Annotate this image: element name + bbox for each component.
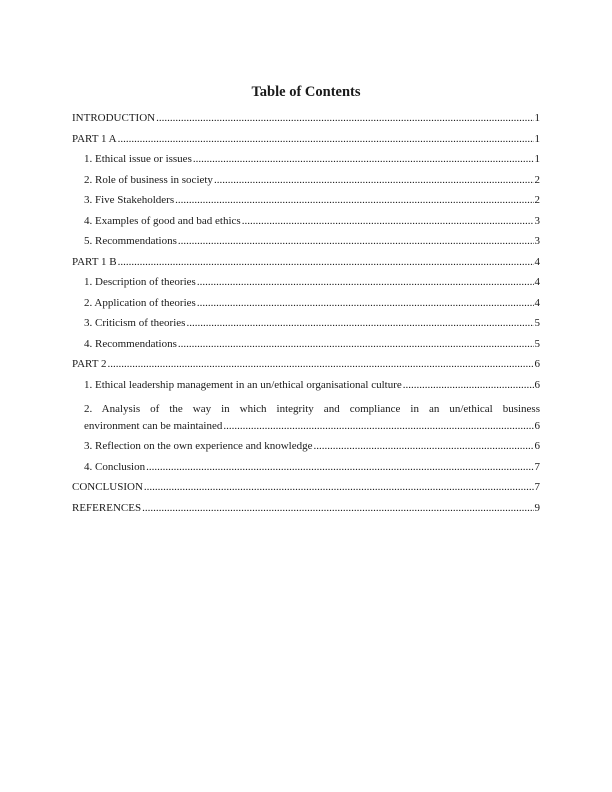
entry-label: PART 1 A [72, 132, 117, 145]
toc-title: Table of Contents [251, 84, 361, 100]
leader-dots [186, 317, 533, 329]
entry-label: PART 2 [72, 358, 107, 370]
toc-entry-part-2[interactable] [72, 358, 540, 379]
toc-entry-part-1a[interactable] [72, 133, 540, 154]
entry-label: 3. Five Stakeholders [84, 194, 175, 206]
page-number: 7 [534, 460, 540, 473]
entry-label: PART 1 B [72, 255, 117, 268]
leader-dots [178, 338, 534, 350]
page-number: 5 [534, 337, 540, 350]
page-number: 6 [534, 378, 540, 391]
toc-entry-description-theories[interactable] [72, 276, 540, 297]
page-number: 7 [534, 481, 540, 493]
toc-entry-introduction[interactable] [72, 112, 540, 133]
leader-dots [178, 235, 534, 247]
page-number: 4 [534, 296, 540, 309]
page-number: 2 [534, 173, 540, 186]
page-number: 2 [534, 194, 540, 206]
page-number: 4 [534, 276, 540, 288]
toc-entry-references[interactable] [72, 502, 540, 523]
leader-dots [118, 133, 534, 145]
page-number: 1 [534, 112, 540, 124]
leader-dots [108, 358, 534, 370]
page-number: 9 [534, 501, 540, 514]
leader-dots [118, 256, 534, 268]
leader-dots [142, 502, 533, 514]
leader-dots [214, 174, 534, 186]
entry-label: REFERENCES [72, 501, 142, 514]
page-number: 6 [534, 419, 540, 432]
toc-entry-five-stakeholders[interactable] [72, 194, 540, 215]
toc-entry-criticism-theories[interactable] [72, 317, 540, 338]
entry-label: 1. Description of theories [84, 276, 196, 288]
entry-label: CONCLUSION [72, 481, 143, 493]
page-number: 4 [534, 255, 540, 268]
page-number: 6 [534, 358, 540, 370]
leader-dots [197, 297, 534, 309]
entry-label: 4. Conclusion [84, 460, 146, 473]
entry-label: 1. Ethical issue or issues [84, 153, 192, 165]
table-of-contents [72, 112, 540, 522]
entry-label: 5. Recommendations [84, 235, 177, 247]
toc-entry-conclusion[interactable] [72, 481, 540, 502]
page-number: 3 [534, 235, 540, 247]
toc-entry-reflection[interactable] [72, 440, 540, 461]
toc-entry-examples-ethics[interactable] [72, 215, 540, 236]
leader-dots [144, 481, 534, 493]
leader-dots [146, 461, 533, 473]
toc-entry-role-of-business[interactable] [72, 174, 540, 195]
leader-dots [175, 194, 533, 206]
leader-dots [156, 112, 533, 124]
toc-entry-integrity-compliance[interactable] [72, 399, 540, 440]
toc-entry-conclusion-part2[interactable] [72, 461, 540, 482]
page-number: 5 [534, 317, 540, 329]
entry-label-line2: environment can be maintained [84, 419, 223, 432]
leader-dots [223, 420, 533, 432]
entry-label: INTRODUCTION [72, 112, 156, 124]
entry-label: 3. Criticism of theories [84, 317, 186, 329]
toc-entry-ethical-issue[interactable] [72, 153, 540, 174]
leader-dots [403, 379, 534, 391]
leader-dots [193, 153, 534, 165]
entry-label: 2. Application of theories [84, 296, 196, 309]
leader-dots [197, 276, 534, 288]
toc-entry-application-theories[interactable] [72, 297, 540, 318]
page-number: 6 [534, 440, 540, 452]
toc-entry-recommendations-1b[interactable] [72, 338, 540, 359]
entry-label: 4. Examples of good and bad ethics [84, 214, 241, 227]
page-number: 3 [534, 214, 540, 227]
leader-dots [313, 440, 533, 452]
entry-label: 1. Ethical leadership management in an un/ethical organisational culture [84, 378, 402, 391]
page-number: 1 [534, 132, 540, 145]
entry-label-line1: 2. Analysis of the way in which integrity and compliance in an un/ethical business [84, 403, 540, 415]
entry-label: 2. Role of business in society [84, 173, 213, 186]
toc-entry-recommendations-1a[interactable] [72, 235, 540, 256]
entry-label: 3. Reflection on the own experience and knowledge [84, 440, 313, 452]
toc-entry-ethical-leadership[interactable] [72, 379, 540, 400]
toc-entry-part-1b[interactable] [72, 256, 540, 277]
page-number: 1 [534, 153, 540, 165]
entry-label: 4. Recommendations [84, 337, 177, 350]
leader-dots [242, 215, 534, 227]
